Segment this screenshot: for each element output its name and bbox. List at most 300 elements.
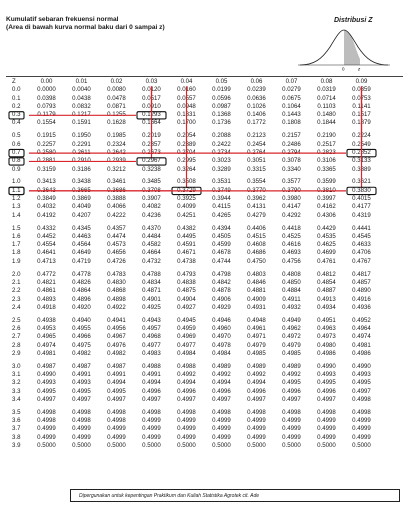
probability-cell: 0.3133	[352, 157, 371, 165]
z-value-cell: 1.6	[12, 232, 21, 240]
probability-cell: 0.4913	[317, 295, 336, 303]
title-line-1: Kumulatif sebaran frekuensi normal	[6, 16, 119, 23]
probability-cell: 0.4463	[72, 232, 91, 240]
probability-cell: 0.4988	[177, 362, 196, 370]
probability-cell: 0.2881	[37, 157, 56, 165]
probability-cell: 0.3770	[247, 186, 266, 194]
probability-cell: 0.4177	[352, 203, 371, 211]
z-value-cell: 0.4	[12, 119, 21, 127]
probability-cell: 0.4641	[37, 249, 56, 257]
probability-cell: 0.4960	[212, 324, 231, 332]
probability-cell: 0.4878	[212, 287, 231, 295]
probability-cell: 0.1368	[212, 111, 231, 119]
probability-cell: 0.4999	[282, 433, 301, 441]
probability-cell: 0.4625	[317, 241, 336, 249]
probability-cell: 0.0832	[72, 102, 91, 110]
probability-cell: 0.4988	[142, 362, 161, 370]
probability-cell: 0.3643	[37, 186, 56, 194]
probability-cell: 0.4999	[352, 433, 371, 441]
probability-cell: 0.4989	[282, 362, 301, 370]
probability-cell: 0.3186	[72, 165, 91, 173]
probability-cell: 0.4925	[142, 303, 161, 311]
probability-cell: 0.4049	[72, 203, 91, 211]
probability-cell: 0.3849	[37, 195, 56, 203]
probability-cell: 0.4984	[212, 349, 231, 357]
probability-cell: 0.4949	[282, 316, 301, 324]
probability-cell: 0.4995	[107, 387, 126, 395]
z-value-cell: 0.8	[12, 157, 21, 165]
probability-cell: 0.4525	[282, 232, 301, 240]
probability-cell: 0.4999	[142, 425, 161, 433]
column-header-1: 0.00	[40, 78, 53, 85]
probability-cell: 0.0753	[352, 94, 371, 102]
probability-cell: 0.4881	[247, 287, 266, 295]
probability-cell: 0.4699	[317, 249, 336, 257]
probability-cell: 0.2910	[72, 157, 91, 165]
probability-cell: 0.2088	[212, 132, 231, 140]
probability-cell: 0.3023	[212, 157, 231, 165]
probability-cell: 0.4382	[177, 224, 196, 232]
probability-cell: 0.4998	[352, 408, 371, 416]
probability-cell: 0.4998	[282, 408, 301, 416]
probability-cell: 0.2190	[317, 132, 336, 140]
probability-cell: 0.4999	[352, 425, 371, 433]
probability-cell: 0.3289	[212, 165, 231, 173]
z-value-cell: 0.2	[12, 102, 21, 110]
probability-cell: 0.4938	[37, 316, 56, 324]
probability-cell: 0.4726	[107, 257, 126, 265]
probability-cell: 0.4812	[317, 270, 336, 278]
z-table-body	[10, 86, 379, 450]
probability-cell: 0.4573	[107, 241, 126, 249]
probability-cell: 0.3749	[212, 186, 231, 194]
probability-cell: 0.3365	[317, 165, 336, 173]
probability-cell: 0.4906	[212, 295, 231, 303]
probability-cell: 0.4997	[282, 395, 301, 403]
probability-cell: 0.4750	[247, 257, 266, 265]
z-value-cell: 3.4	[12, 395, 21, 403]
probability-cell: 0.4996	[212, 387, 231, 395]
probability-cell: 0.0160	[177, 86, 196, 94]
probability-cell: 0.4987	[37, 362, 56, 370]
probability-cell: 0.4999	[72, 433, 91, 441]
probability-cell: 0.0675	[282, 94, 301, 102]
probability-cell: 0.4418	[282, 224, 301, 232]
probability-cell: 0.4693	[282, 249, 301, 257]
probability-cell: 0.4997	[247, 395, 266, 403]
curve-shaded-area	[344, 30, 360, 65]
probability-cell: 0.4992	[247, 371, 266, 379]
table-row	[10, 325, 379, 333]
probability-cell: 0.2389	[177, 140, 196, 148]
probability-cell: 0.4992	[282, 371, 301, 379]
z-value-cell: 3.8	[12, 433, 21, 441]
column-header-3: 0.02	[110, 78, 123, 85]
normal-curve-figure	[296, 25, 392, 71]
probability-cell: 0.2324	[107, 140, 126, 148]
probability-cell: 0.5000	[247, 442, 266, 450]
probability-cell: 0.4292	[282, 211, 301, 219]
probability-cell: 0.4192	[37, 211, 56, 219]
table-row	[10, 141, 379, 149]
column-header-2: 0.01	[75, 78, 88, 85]
probability-cell: 0.4999	[37, 433, 56, 441]
probability-cell: 0.3340	[282, 165, 301, 173]
probability-cell: 0.4979	[247, 341, 266, 349]
probability-cell: 0.1664	[142, 119, 161, 127]
z-value-cell: 1.4	[12, 211, 21, 219]
probability-cell: 0.1879	[352, 119, 371, 127]
probability-cell: 0.4934	[317, 303, 336, 311]
probability-cell: 0.1141	[352, 102, 371, 110]
probability-cell: 0.5000	[212, 442, 231, 450]
probability-cell: 0.4998	[177, 408, 196, 416]
probability-cell: 0.4505	[212, 232, 231, 240]
header-row	[10, 78, 379, 86]
probability-cell: 0.4032	[37, 203, 56, 211]
probability-cell: 0.4999	[352, 417, 371, 425]
probability-cell: 0.4319	[352, 211, 371, 219]
probability-cell: 0.4991	[107, 371, 126, 379]
z-table	[10, 78, 379, 450]
probability-cell: 0.4911	[282, 295, 301, 303]
probability-cell: 0.4997	[107, 395, 126, 403]
probability-cell: 0.0714	[317, 94, 336, 102]
column-header-5: 0.04	[180, 78, 193, 85]
probability-cell: 0.4370	[142, 224, 161, 232]
probability-cell: 0.4842	[212, 278, 231, 286]
probability-cell: 0.2054	[177, 132, 196, 140]
probability-cell: 0.4999	[282, 425, 301, 433]
probability-cell: 0.4948	[247, 316, 266, 324]
z-value-cell: 3.0	[12, 362, 21, 370]
probability-cell: 0.4251	[177, 211, 196, 219]
probability-cell: 0.2794	[282, 148, 301, 156]
probability-cell: 0.2823	[317, 148, 336, 156]
probability-cell: 0.2357	[142, 140, 161, 148]
probability-cell: 0.4975	[72, 341, 91, 349]
probability-cell: 0.4995	[282, 379, 301, 387]
probability-cell: 0.4772	[37, 270, 56, 278]
table-row	[10, 103, 379, 111]
probability-cell: 0.3531	[212, 178, 231, 186]
probability-cell: 0.4940	[72, 316, 91, 324]
table-row	[10, 95, 379, 103]
table-row	[10, 157, 379, 165]
table-row	[10, 187, 379, 195]
column-header-10: 0.09	[355, 78, 368, 85]
z-value-cell: 1.8	[12, 249, 21, 257]
probability-cell: 0.3925	[177, 195, 196, 203]
probability-cell: 0.4999	[212, 433, 231, 441]
probability-cell: 0.2967	[142, 157, 161, 165]
probability-cell: 0.4997	[352, 387, 371, 395]
probability-cell: 0.4974	[352, 333, 371, 341]
probability-cell: 0.4850	[282, 278, 301, 286]
probability-cell: 0.4984	[177, 349, 196, 357]
probability-cell: 0.3212	[107, 165, 126, 173]
probability-cell: 0.3159	[37, 165, 56, 173]
probability-cell: 0.4983	[142, 349, 161, 357]
probability-cell: 0.4744	[212, 257, 231, 265]
probability-cell: 0.4608	[247, 241, 266, 249]
probability-cell: 0.4994	[177, 379, 196, 387]
probability-cell: 0.4969	[177, 333, 196, 341]
probability-cell: 0.4922	[107, 303, 126, 311]
table-row	[10, 86, 379, 94]
probability-cell: 0.1064	[282, 102, 301, 110]
probability-cell: 0.4995	[317, 379, 336, 387]
z-value-cell: 0.7	[12, 148, 21, 156]
probability-cell: 0.4756	[282, 257, 301, 265]
table-row	[10, 225, 379, 233]
probability-cell: 0.4778	[72, 270, 91, 278]
probability-cell: 0.4857	[352, 278, 371, 286]
probability-cell: 0.3708	[142, 186, 161, 194]
z-value-cell: 3.2	[12, 379, 21, 387]
curve-label-z: z	[358, 66, 361, 71]
probability-cell: 0.4999	[212, 417, 231, 425]
probability-cell: 0.4987	[72, 362, 91, 370]
probability-cell: 0.5000	[37, 442, 56, 450]
probability-cell: 0.4999	[177, 425, 196, 433]
probability-cell: 0.3962	[247, 195, 266, 203]
title-line-2: (Area di bawah kurva normal baku dari 0 sampai z)	[6, 24, 165, 32]
probability-cell: 0.3599	[317, 178, 336, 186]
probability-cell: 0.4996	[282, 387, 301, 395]
probability-cell: 0.4997	[72, 395, 91, 403]
probability-cell: 0.4936	[352, 303, 371, 311]
probability-cell: 0.4066	[107, 203, 126, 211]
probability-cell: 0.3888	[107, 195, 126, 203]
probability-cell: 0.1217	[72, 111, 91, 119]
z-value-cell: 1.3	[12, 203, 21, 211]
table-row	[10, 271, 379, 279]
probability-cell: 0.4998	[37, 408, 56, 416]
table-row	[10, 417, 379, 425]
probability-cell: 0.4999	[72, 425, 91, 433]
probability-cell: 0.4999	[142, 433, 161, 441]
probability-cell: 0.4982	[72, 349, 91, 357]
probability-cell: 0.4838	[177, 278, 196, 286]
probability-cell: 0.3485	[142, 178, 161, 186]
probability-cell: 0.0279	[282, 86, 301, 94]
curve-label-zero: 0	[342, 66, 345, 71]
z-value-cell: 1.0	[12, 178, 21, 186]
probability-cell: 0.4999	[282, 417, 301, 425]
probability-cell: 0.0438	[72, 94, 91, 102]
table-row	[10, 296, 379, 304]
probability-cell: 0.2123	[247, 132, 266, 140]
table-row	[10, 371, 379, 379]
table-row	[10, 396, 379, 404]
probability-cell: 0.4955	[72, 324, 91, 332]
probability-cell: 0.3790	[282, 186, 301, 194]
probability-cell: 0.4965	[37, 333, 56, 341]
z-value-cell: 0.0	[12, 86, 21, 94]
probability-cell: 0.4993	[317, 371, 336, 379]
probability-cell: 0.4994	[212, 379, 231, 387]
probability-cell: 0.4972	[282, 333, 301, 341]
z-value-cell: 3.3	[12, 387, 21, 395]
probability-cell: 0.1736	[212, 119, 231, 127]
probability-cell: 0.1103	[317, 102, 336, 110]
probability-cell: 0.4996	[177, 387, 196, 395]
footer-note: Dipergunakan untuk kepentingan Praktikum dan Kuliah Statistika Agrotek cit. Ade	[70, 489, 400, 502]
z-value-cell: 0.1	[12, 94, 21, 102]
probability-cell: 0.0987	[212, 102, 231, 110]
probability-cell: 0.4357	[107, 224, 126, 232]
table-row	[10, 166, 379, 174]
probability-cell: 0.3413	[37, 178, 56, 186]
probability-cell: 0.4732	[142, 257, 161, 265]
probability-cell: 0.1700	[177, 119, 196, 127]
probability-cell: 0.4474	[107, 232, 126, 240]
z-value-cell: 2.3	[12, 295, 21, 303]
probability-cell: 0.4998	[107, 417, 126, 425]
probability-cell: 0.4931	[247, 303, 266, 311]
probability-cell: 0.4793	[177, 270, 196, 278]
probability-cell: 0.2422	[212, 140, 231, 148]
probability-cell: 0.1443	[282, 111, 301, 119]
probability-cell: 0.4997	[317, 395, 336, 403]
probability-cell: 0.4222	[107, 211, 126, 219]
probability-cell: 0.4788	[142, 270, 161, 278]
probability-cell: 0.4265	[212, 211, 231, 219]
probability-cell: 0.3554	[247, 178, 266, 186]
probability-cell: 0.4990	[352, 362, 371, 370]
probability-cell: 0.2517	[317, 140, 336, 148]
probability-cell: 0.4875	[177, 287, 196, 295]
table-row	[10, 442, 379, 450]
table-row	[10, 409, 379, 417]
probability-cell: 0.4998	[107, 408, 126, 416]
probability-cell: 0.4830	[107, 278, 126, 286]
probability-cell: 0.4633	[352, 241, 371, 249]
z-value-cell: 1.7	[12, 241, 21, 249]
probability-cell: 0.4971	[247, 333, 266, 341]
probability-cell: 0.3461	[107, 178, 126, 186]
probability-cell: 0.4998	[72, 408, 91, 416]
probability-cell: 0.4817	[352, 270, 371, 278]
probability-cell: 0.4970	[212, 333, 231, 341]
probability-cell: 0.4082	[142, 203, 161, 211]
z-value-cell: 2.6	[12, 324, 21, 332]
probability-cell: 0.2291	[72, 140, 91, 148]
table-row	[10, 279, 379, 287]
z-value-cell: 1.2	[12, 195, 21, 203]
probability-cell: 0.3907	[142, 195, 161, 203]
probability-cell: 0.4966	[72, 333, 91, 341]
probability-cell: 0.4999	[247, 425, 266, 433]
z-value-cell: 2.0	[12, 270, 21, 278]
probability-cell: 0.4973	[317, 333, 336, 341]
probability-cell: 0.4884	[282, 287, 301, 295]
probability-cell: 0.4987	[107, 362, 126, 370]
probability-cell: 0.4918	[37, 303, 56, 311]
probability-cell: 0.0871	[107, 102, 126, 110]
probability-cell: 0.4656	[107, 249, 126, 257]
probability-cell: 0.4999	[247, 433, 266, 441]
probability-cell: 0.1772	[247, 119, 266, 127]
probability-cell: 0.4808	[282, 270, 301, 278]
probability-cell: 0.4999	[212, 425, 231, 433]
probability-cell: 0.4564	[72, 241, 91, 249]
probability-cell: 0.1293	[142, 111, 161, 119]
probability-cell: 0.0239	[247, 86, 266, 94]
probability-cell: 0.4994	[107, 379, 126, 387]
probability-cell: 0.2642	[107, 148, 126, 156]
probability-cell: 0.3238	[142, 165, 161, 173]
probability-cell: 0.2734	[212, 148, 231, 156]
probability-cell: 0.4990	[317, 362, 336, 370]
probability-cell: 0.4992	[212, 371, 231, 379]
probability-cell: 0.4964	[352, 324, 371, 332]
probability-cell: 0.4976	[107, 341, 126, 349]
probability-cell: 0.0120	[142, 86, 161, 94]
probability-cell: 0.4864	[72, 287, 91, 295]
probability-cell: 0.2019	[142, 132, 161, 140]
z-value-cell: 2.9	[12, 349, 21, 357]
probability-cell: 0.5000	[72, 442, 91, 450]
probability-cell: 0.4952	[352, 316, 371, 324]
probability-cell: 0.2704	[177, 148, 196, 156]
probability-cell: 0.4997	[37, 395, 56, 403]
table-row	[10, 350, 379, 358]
probability-cell: 0.4834	[142, 278, 161, 286]
probability-cell: 0.4861	[37, 287, 56, 295]
probability-cell: 0.4999	[177, 433, 196, 441]
z-value-cell: 0.3	[12, 111, 21, 119]
probability-cell: 0.2257	[37, 140, 56, 148]
table-row	[10, 195, 379, 203]
probability-cell: 0.4868	[107, 287, 126, 295]
probability-cell: 0.3051	[247, 157, 266, 165]
probability-cell: 0.4495	[177, 232, 196, 240]
probability-cell: 0.4927	[177, 303, 196, 311]
header-divider	[6, 76, 403, 77]
distribution-label: Distribusi Z	[334, 17, 373, 24]
probability-cell: 0.2611	[72, 148, 91, 156]
probability-cell: 0.3997	[317, 195, 336, 203]
probability-cell: 0.4945	[177, 316, 196, 324]
probability-cell: 0.1808	[282, 119, 301, 127]
z-table-header	[10, 78, 379, 86]
probability-cell: 0.4147	[282, 203, 301, 211]
probability-cell: 0.4932	[282, 303, 301, 311]
probability-cell: 0.4999	[247, 417, 266, 425]
table-row	[10, 132, 379, 140]
probability-cell: 0.4678	[212, 249, 231, 257]
probability-cell: 0.4998	[142, 408, 161, 416]
probability-cell: 0.4996	[247, 387, 266, 395]
probability-cell: 0.4162	[317, 203, 336, 211]
probability-cell: 0.3869	[72, 195, 91, 203]
probability-cell: 0.4890	[352, 287, 371, 295]
probability-cell: 0.4961	[247, 324, 266, 332]
probability-cell: 0.0793	[37, 102, 56, 110]
probability-cell: 0.4996	[142, 387, 161, 395]
probability-cell: 0.4994	[142, 379, 161, 387]
probability-cell: 0.3438	[72, 178, 91, 186]
probability-cell: 0.4977	[177, 341, 196, 349]
probability-cell: 0.4985	[282, 349, 301, 357]
probability-cell: 0.1517	[352, 111, 371, 119]
probability-cell: 0.4946	[212, 316, 231, 324]
probability-cell: 0.3729	[177, 186, 196, 194]
probability-cell: 0.4986	[317, 349, 336, 357]
table-row	[10, 149, 379, 157]
